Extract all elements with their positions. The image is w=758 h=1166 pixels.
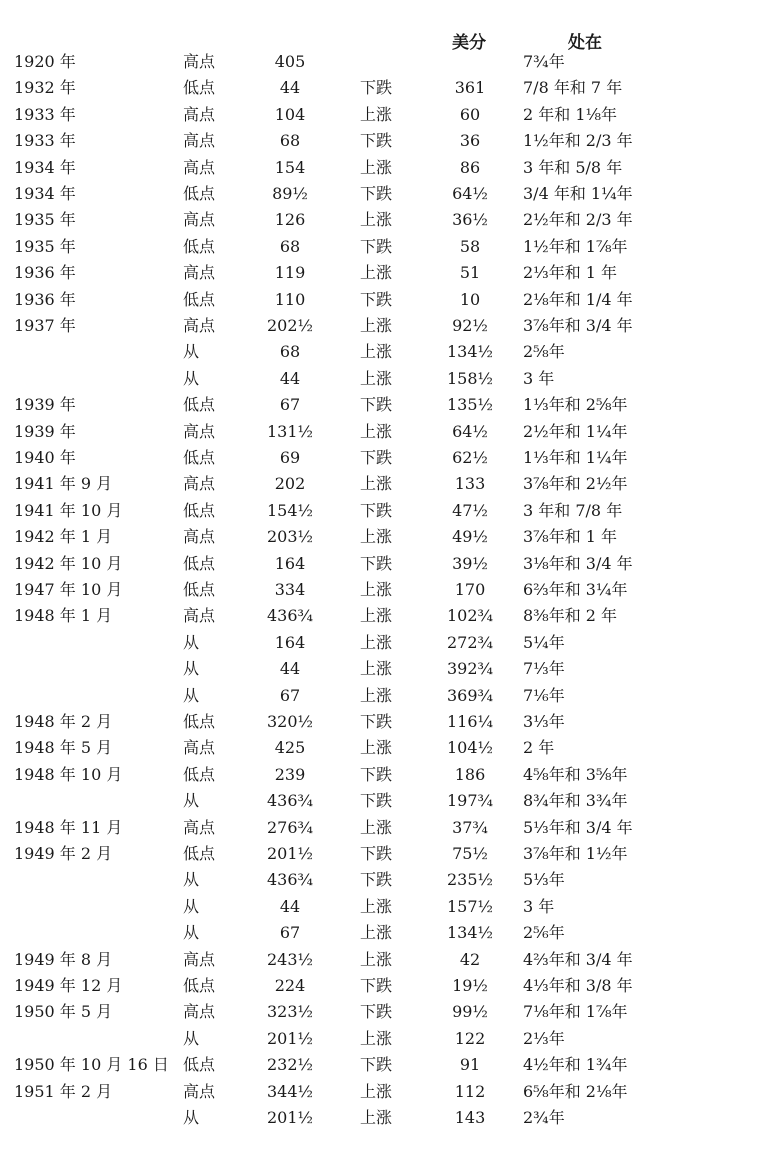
cell-date: 1933 年 xyxy=(14,131,76,151)
table-row xyxy=(0,841,758,867)
cell-amount: 112 xyxy=(454,1081,486,1101)
cell-dir: 上涨 xyxy=(360,685,393,705)
table-row xyxy=(0,524,758,550)
cell-type: 高点 xyxy=(183,316,216,335)
table-row xyxy=(0,815,758,841)
cell-type: 从 xyxy=(183,896,200,916)
cell-duration: 3 年 xyxy=(523,368,555,388)
cell-amount: 392¾ xyxy=(446,659,494,679)
cell-price: 126 xyxy=(274,210,306,230)
cell-dir: 下跌 xyxy=(360,78,393,98)
cell-date: 1949 年 2 月 xyxy=(14,844,113,863)
cell-amount: 197¾ xyxy=(446,791,494,811)
cell-amount: 92½ xyxy=(452,316,488,335)
cell-duration: 3⅓年 xyxy=(523,712,565,731)
cell-date: 1935 年 xyxy=(14,236,76,256)
cell-duration: 3⅞年和 1 年 xyxy=(523,527,618,547)
cell-date: 1933 年 xyxy=(14,104,76,124)
cell-dir: 上涨 xyxy=(360,527,393,547)
table-row xyxy=(0,366,758,392)
cell-date: 1939 年 xyxy=(14,395,76,415)
table-row xyxy=(0,973,758,999)
cell-amount: 47½ xyxy=(452,500,488,520)
cell-duration: 7/8 年和 7 年 xyxy=(523,78,623,98)
cell-dir: 上涨 xyxy=(360,923,393,943)
cell-price: 334 xyxy=(274,580,306,599)
cell-amount: 36 xyxy=(459,131,481,151)
cell-amount: 64½ xyxy=(452,184,488,203)
cell-price: 239 xyxy=(274,764,306,784)
cell-price: 243½ xyxy=(266,949,314,969)
table-row xyxy=(0,551,758,577)
cell-amount: 104½ xyxy=(446,738,494,758)
cell-dir: 上涨 xyxy=(360,896,393,916)
cell-price: 67 xyxy=(279,923,301,943)
cell-dir: 下跌 xyxy=(360,870,393,890)
cell-dir: 上涨 xyxy=(360,210,393,230)
table-row xyxy=(0,445,758,471)
cell-type: 低点 xyxy=(183,78,216,98)
cell-duration: 5⅓年 xyxy=(523,870,565,890)
cell-duration: 1⅓年和 2⅝年 xyxy=(523,395,628,415)
cell-type: 高点 xyxy=(183,210,216,230)
cell-date: 1948 年 11 月 xyxy=(14,817,123,837)
cell-type: 高点 xyxy=(183,474,216,494)
cell-duration: 2½年和 1¼年 xyxy=(523,421,628,441)
cell-dir: 上涨 xyxy=(360,421,393,441)
cell-amount: 86 xyxy=(459,157,481,177)
cell-duration: 5⅓年和 3/4 年 xyxy=(523,817,633,837)
cell-dir: 上涨 xyxy=(360,368,393,388)
cell-date: 1920 年 xyxy=(14,52,76,71)
cell-amount: 135½ xyxy=(446,395,494,415)
cell-price: 323½ xyxy=(266,1002,314,1022)
cell-type: 低点 xyxy=(183,236,216,256)
cell-type: 低点 xyxy=(183,764,216,784)
cell-price: 405 xyxy=(274,52,306,71)
table-row xyxy=(0,947,758,973)
cell-amount: 116¼ xyxy=(446,712,494,731)
cell-duration: 4⅔年和 3/4 年 xyxy=(523,949,633,969)
cell-amount: 170 xyxy=(454,580,486,599)
cell-amount: 60 xyxy=(459,104,481,124)
cell-duration: 2⅚年 xyxy=(523,923,565,943)
cell-amount: 361 xyxy=(454,78,486,98)
cell-dir: 下跌 xyxy=(360,395,393,415)
cell-dir: 上涨 xyxy=(360,817,393,837)
table-row xyxy=(0,1105,758,1131)
table-row xyxy=(0,1079,758,1105)
cell-type: 低点 xyxy=(183,184,216,203)
cell-dir: 下跌 xyxy=(360,131,393,151)
cell-duration: 3⅞年和 2½年 xyxy=(523,474,628,494)
table-row xyxy=(0,1052,758,1078)
table-row xyxy=(0,603,758,629)
table-row xyxy=(0,656,758,682)
cell-date: 1936 年 xyxy=(14,263,76,283)
cell-price: 119 xyxy=(274,263,306,283)
table-row xyxy=(0,762,758,788)
cell-dir: 下跌 xyxy=(360,791,393,811)
cell-date: 1947 年 10 月 xyxy=(14,580,123,599)
cell-duration: 1⅓年和 1¼年 xyxy=(523,448,628,467)
cell-date: 1940 年 xyxy=(14,448,76,467)
table-row xyxy=(0,630,758,656)
cell-amount: 134½ xyxy=(446,342,494,362)
cell-type: 低点 xyxy=(183,844,216,863)
cell-amount: 37¾ xyxy=(452,817,488,837)
cell-amount: 19½ xyxy=(452,976,488,995)
cell-date: 1939 年 xyxy=(14,421,76,441)
cell-duration: 2½年和 2/3 年 xyxy=(523,210,633,230)
table-row xyxy=(0,234,758,260)
cell-duration: 2 年和 1⅛年 xyxy=(523,104,618,124)
cell-dir: 下跌 xyxy=(360,1002,393,1022)
cell-price: 201½ xyxy=(266,1108,314,1127)
cell-type: 低点 xyxy=(183,1055,216,1075)
table-row xyxy=(0,287,758,313)
table-row xyxy=(0,894,758,920)
table-row xyxy=(0,392,758,418)
cell-type: 高点 xyxy=(183,421,216,441)
cell-amount: 99½ xyxy=(452,1002,488,1022)
cell-date: 1948 年 2 月 xyxy=(14,712,113,731)
cell-type: 高点 xyxy=(183,738,216,758)
cell-duration: 2¾年 xyxy=(523,1108,565,1127)
cell-type: 高点 xyxy=(183,52,216,71)
table-row xyxy=(0,577,758,603)
cell-amount: 272¾ xyxy=(446,632,494,652)
cell-amount: 158½ xyxy=(446,368,494,388)
table-row xyxy=(0,920,758,946)
cell-duration: 5¼年 xyxy=(523,632,565,652)
cell-dir: 下跌 xyxy=(360,448,393,467)
cell-amount: 58 xyxy=(459,236,481,256)
cell-amount: 75½ xyxy=(452,844,488,863)
cell-dir: 上涨 xyxy=(360,263,393,283)
cell-dir: 上涨 xyxy=(360,738,393,758)
cell-price: 203½ xyxy=(266,527,314,547)
cell-duration: 2⅓年 xyxy=(523,1028,565,1048)
table-row xyxy=(0,683,758,709)
cell-price: 68 xyxy=(279,131,301,151)
cell-duration: 7⅓年 xyxy=(523,659,565,679)
cell-amount: 10 xyxy=(459,289,481,309)
cell-duration: 2⅝年 xyxy=(523,342,565,362)
table-row xyxy=(0,735,758,761)
cell-duration: 1½年和 1⅞年 xyxy=(523,236,628,256)
cell-duration: 2⅛年和 1/4 年 xyxy=(523,289,633,309)
cell-date: 1941 年 10 月 xyxy=(14,500,123,520)
cell-date: 1932 年 xyxy=(14,78,76,98)
cell-type: 从 xyxy=(183,368,200,388)
cell-type: 从 xyxy=(183,791,200,811)
cell-amount: 36½ xyxy=(452,210,488,230)
cell-type: 高点 xyxy=(183,606,216,626)
cell-price: 44 xyxy=(279,78,301,98)
cell-duration: 3⅞年和 1½年 xyxy=(523,844,628,863)
cell-duration: 7⅛年和 1⅞年 xyxy=(523,1002,628,1022)
cell-type: 高点 xyxy=(183,157,216,177)
cell-date: 1934 年 xyxy=(14,184,76,203)
cell-date: 1949 年 8 月 xyxy=(14,949,113,969)
cell-dir: 上涨 xyxy=(360,1081,393,1101)
cell-amount: 157½ xyxy=(446,896,494,916)
table-row xyxy=(0,49,758,75)
cell-price: 201½ xyxy=(266,844,314,863)
cell-price: 44 xyxy=(279,896,301,916)
table-row xyxy=(0,260,758,286)
table-row xyxy=(0,313,758,339)
cell-date: 1941 年 9 月 xyxy=(14,474,113,494)
cell-price: 224 xyxy=(274,976,306,995)
header-duration: 处在 xyxy=(568,33,602,53)
cell-type: 低点 xyxy=(183,289,216,309)
cell-dir: 上涨 xyxy=(360,157,393,177)
cell-dir: 上涨 xyxy=(360,104,393,124)
cell-amount: 39½ xyxy=(452,553,488,573)
cell-type: 低点 xyxy=(183,448,216,467)
table-row xyxy=(0,867,758,893)
table-row xyxy=(0,1026,758,1052)
cell-price: 69 xyxy=(279,448,301,467)
cell-date: 1942 年 1 月 xyxy=(14,527,113,547)
cell-dir: 上涨 xyxy=(360,659,393,679)
table-row xyxy=(0,339,758,365)
cell-dir: 上涨 xyxy=(360,606,393,626)
cell-amount: 122 xyxy=(454,1028,486,1048)
cell-duration: 4⅓年和 3/8 年 xyxy=(523,976,633,995)
cell-duration: 3 年和 7/8 年 xyxy=(523,500,623,520)
cell-price: 232½ xyxy=(266,1055,314,1075)
cell-type: 高点 xyxy=(183,263,216,283)
cell-price: 67 xyxy=(279,685,301,705)
cell-dir: 下跌 xyxy=(360,553,393,573)
cell-price: 68 xyxy=(279,342,301,362)
cell-dir: 上涨 xyxy=(360,342,393,362)
cell-dir: 下跌 xyxy=(360,500,393,520)
cell-date: 1948 年 1 月 xyxy=(14,606,113,626)
cell-duration: 3⅞年和 3/4 年 xyxy=(523,316,633,335)
cell-duration: 4½年和 1¾年 xyxy=(523,1055,628,1075)
cell-dir: 上涨 xyxy=(360,1108,393,1127)
cell-price: 320½ xyxy=(266,712,314,731)
cell-amount: 91 xyxy=(459,1055,481,1075)
cell-price: 201½ xyxy=(266,1028,314,1048)
table-row xyxy=(0,75,758,101)
cell-type: 高点 xyxy=(183,1081,216,1101)
cell-type: 从 xyxy=(183,659,200,679)
cell-amount: 64½ xyxy=(452,421,488,441)
cell-dir: 上涨 xyxy=(360,1028,393,1048)
cell-price: 154½ xyxy=(266,500,314,520)
cell-dir: 下跌 xyxy=(360,1055,393,1075)
table-row xyxy=(0,471,758,497)
table-row xyxy=(0,128,758,154)
cell-type: 从 xyxy=(183,685,200,705)
cell-type: 低点 xyxy=(183,976,216,995)
cell-price: 68 xyxy=(279,236,301,256)
table-row xyxy=(0,498,758,524)
cell-amount: 186 xyxy=(454,764,486,784)
cell-type: 低点 xyxy=(183,553,216,573)
cell-dir: 上涨 xyxy=(360,949,393,969)
cell-duration: 6⅔年和 3¼年 xyxy=(523,580,628,599)
cell-type: 高点 xyxy=(183,104,216,124)
cell-type: 高点 xyxy=(183,527,216,547)
cell-duration: 7¾年 xyxy=(523,52,565,71)
cell-price: 425 xyxy=(274,738,306,758)
cell-date: 1937 年 xyxy=(14,316,76,335)
table-row xyxy=(0,207,758,233)
cell-dir: 下跌 xyxy=(360,184,393,203)
cell-price: 436¾ xyxy=(266,606,314,626)
table-row xyxy=(0,155,758,181)
cell-type: 高点 xyxy=(183,1002,216,1022)
cell-type: 低点 xyxy=(183,395,216,415)
cell-amount: 49½ xyxy=(452,527,488,547)
cell-type: 高点 xyxy=(183,949,216,969)
cell-price: 202½ xyxy=(266,316,314,335)
cell-date: 1934 年 xyxy=(14,157,76,177)
cell-type: 低点 xyxy=(183,500,216,520)
cell-dir: 上涨 xyxy=(360,474,393,494)
header-amount: 美分 xyxy=(452,33,486,53)
cell-price: 104 xyxy=(274,104,306,124)
cell-date: 1948 年 5 月 xyxy=(14,738,113,758)
cell-dir: 上涨 xyxy=(360,316,393,335)
cell-duration: 3/4 年和 1¼年 xyxy=(523,184,633,203)
cell-price: 131½ xyxy=(266,421,314,441)
cell-duration: 7⅙年 xyxy=(523,685,565,705)
cell-duration: 2 年 xyxy=(523,738,555,758)
cell-dir: 上涨 xyxy=(360,632,393,652)
cell-dir: 下跌 xyxy=(360,764,393,784)
cell-amount: 102¾ xyxy=(446,606,494,626)
table-row xyxy=(0,709,758,735)
cell-dir: 上涨 xyxy=(360,580,393,599)
cell-dir: 下跌 xyxy=(360,844,393,863)
cell-dir: 下跌 xyxy=(360,236,393,256)
table-row xyxy=(0,102,758,128)
cell-type: 从 xyxy=(183,342,200,362)
table-row xyxy=(0,181,758,207)
cell-amount: 62½ xyxy=(452,448,488,467)
cell-dir: 下跌 xyxy=(360,289,393,309)
cell-type: 从 xyxy=(183,632,200,652)
cell-price: 44 xyxy=(279,659,301,679)
cell-duration: 8⅜年和 2 年 xyxy=(523,606,618,626)
cell-amount: 369¾ xyxy=(446,685,494,705)
cell-dir: 下跌 xyxy=(360,712,393,731)
cell-date: 1935 年 xyxy=(14,210,76,230)
cell-type: 从 xyxy=(183,923,200,943)
cell-duration: 3 年和 5/8 年 xyxy=(523,157,623,177)
cell-date: 1948 年 10 月 xyxy=(14,764,123,784)
cell-type: 从 xyxy=(183,1028,200,1048)
cell-date: 1942 年 10 月 xyxy=(14,553,123,573)
cell-amount: 235½ xyxy=(446,870,494,890)
cell-price: 436¾ xyxy=(266,791,314,811)
cell-amount: 133 xyxy=(454,474,486,494)
cell-price: 436¾ xyxy=(266,870,314,890)
cell-duration: 6⅝年和 2⅛年 xyxy=(523,1081,628,1101)
cell-duration: 3 年 xyxy=(523,896,555,916)
table-row xyxy=(0,788,758,814)
cell-dir: 下跌 xyxy=(360,976,393,995)
cell-price: 344½ xyxy=(266,1081,314,1101)
table-row xyxy=(0,999,758,1025)
cell-amount: 134½ xyxy=(446,923,494,943)
cell-date: 1950 年 5 月 xyxy=(14,1002,113,1022)
cell-duration: 1½年和 2/3 年 xyxy=(523,131,633,151)
cell-date: 1936 年 xyxy=(14,289,76,309)
cell-price: 164 xyxy=(274,632,306,652)
cell-duration: 8¾年和 3¾年 xyxy=(523,791,628,811)
cell-date: 1950 年 10 月 16 日 xyxy=(14,1055,169,1075)
cell-type: 从 xyxy=(183,1108,200,1127)
cell-price: 202 xyxy=(274,474,306,494)
cell-type: 低点 xyxy=(183,712,216,731)
cell-type: 高点 xyxy=(183,817,216,837)
cell-price: 276¾ xyxy=(266,817,314,837)
cell-price: 110 xyxy=(274,289,306,309)
cell-price: 44 xyxy=(279,368,301,388)
cell-duration: 3⅛年和 3/4 年 xyxy=(523,553,633,573)
cell-price: 154 xyxy=(274,157,306,177)
cell-type: 低点 xyxy=(183,580,216,599)
cell-price: 89½ xyxy=(272,184,308,203)
cell-price: 67 xyxy=(279,395,301,415)
cell-amount: 51 xyxy=(459,263,481,283)
cell-date: 1951 年 2 月 xyxy=(14,1081,113,1101)
cell-amount: 143 xyxy=(454,1108,486,1127)
cell-date: 1949 年 12 月 xyxy=(14,976,123,995)
cell-amount: 42 xyxy=(459,949,481,969)
table-row xyxy=(0,419,758,445)
cell-type: 高点 xyxy=(183,131,216,151)
cell-duration: 2⅓年和 1 年 xyxy=(523,263,618,283)
cell-price: 164 xyxy=(274,553,306,573)
cell-duration: 4⅝年和 3⅝年 xyxy=(523,764,628,784)
cell-type: 从 xyxy=(183,870,200,890)
